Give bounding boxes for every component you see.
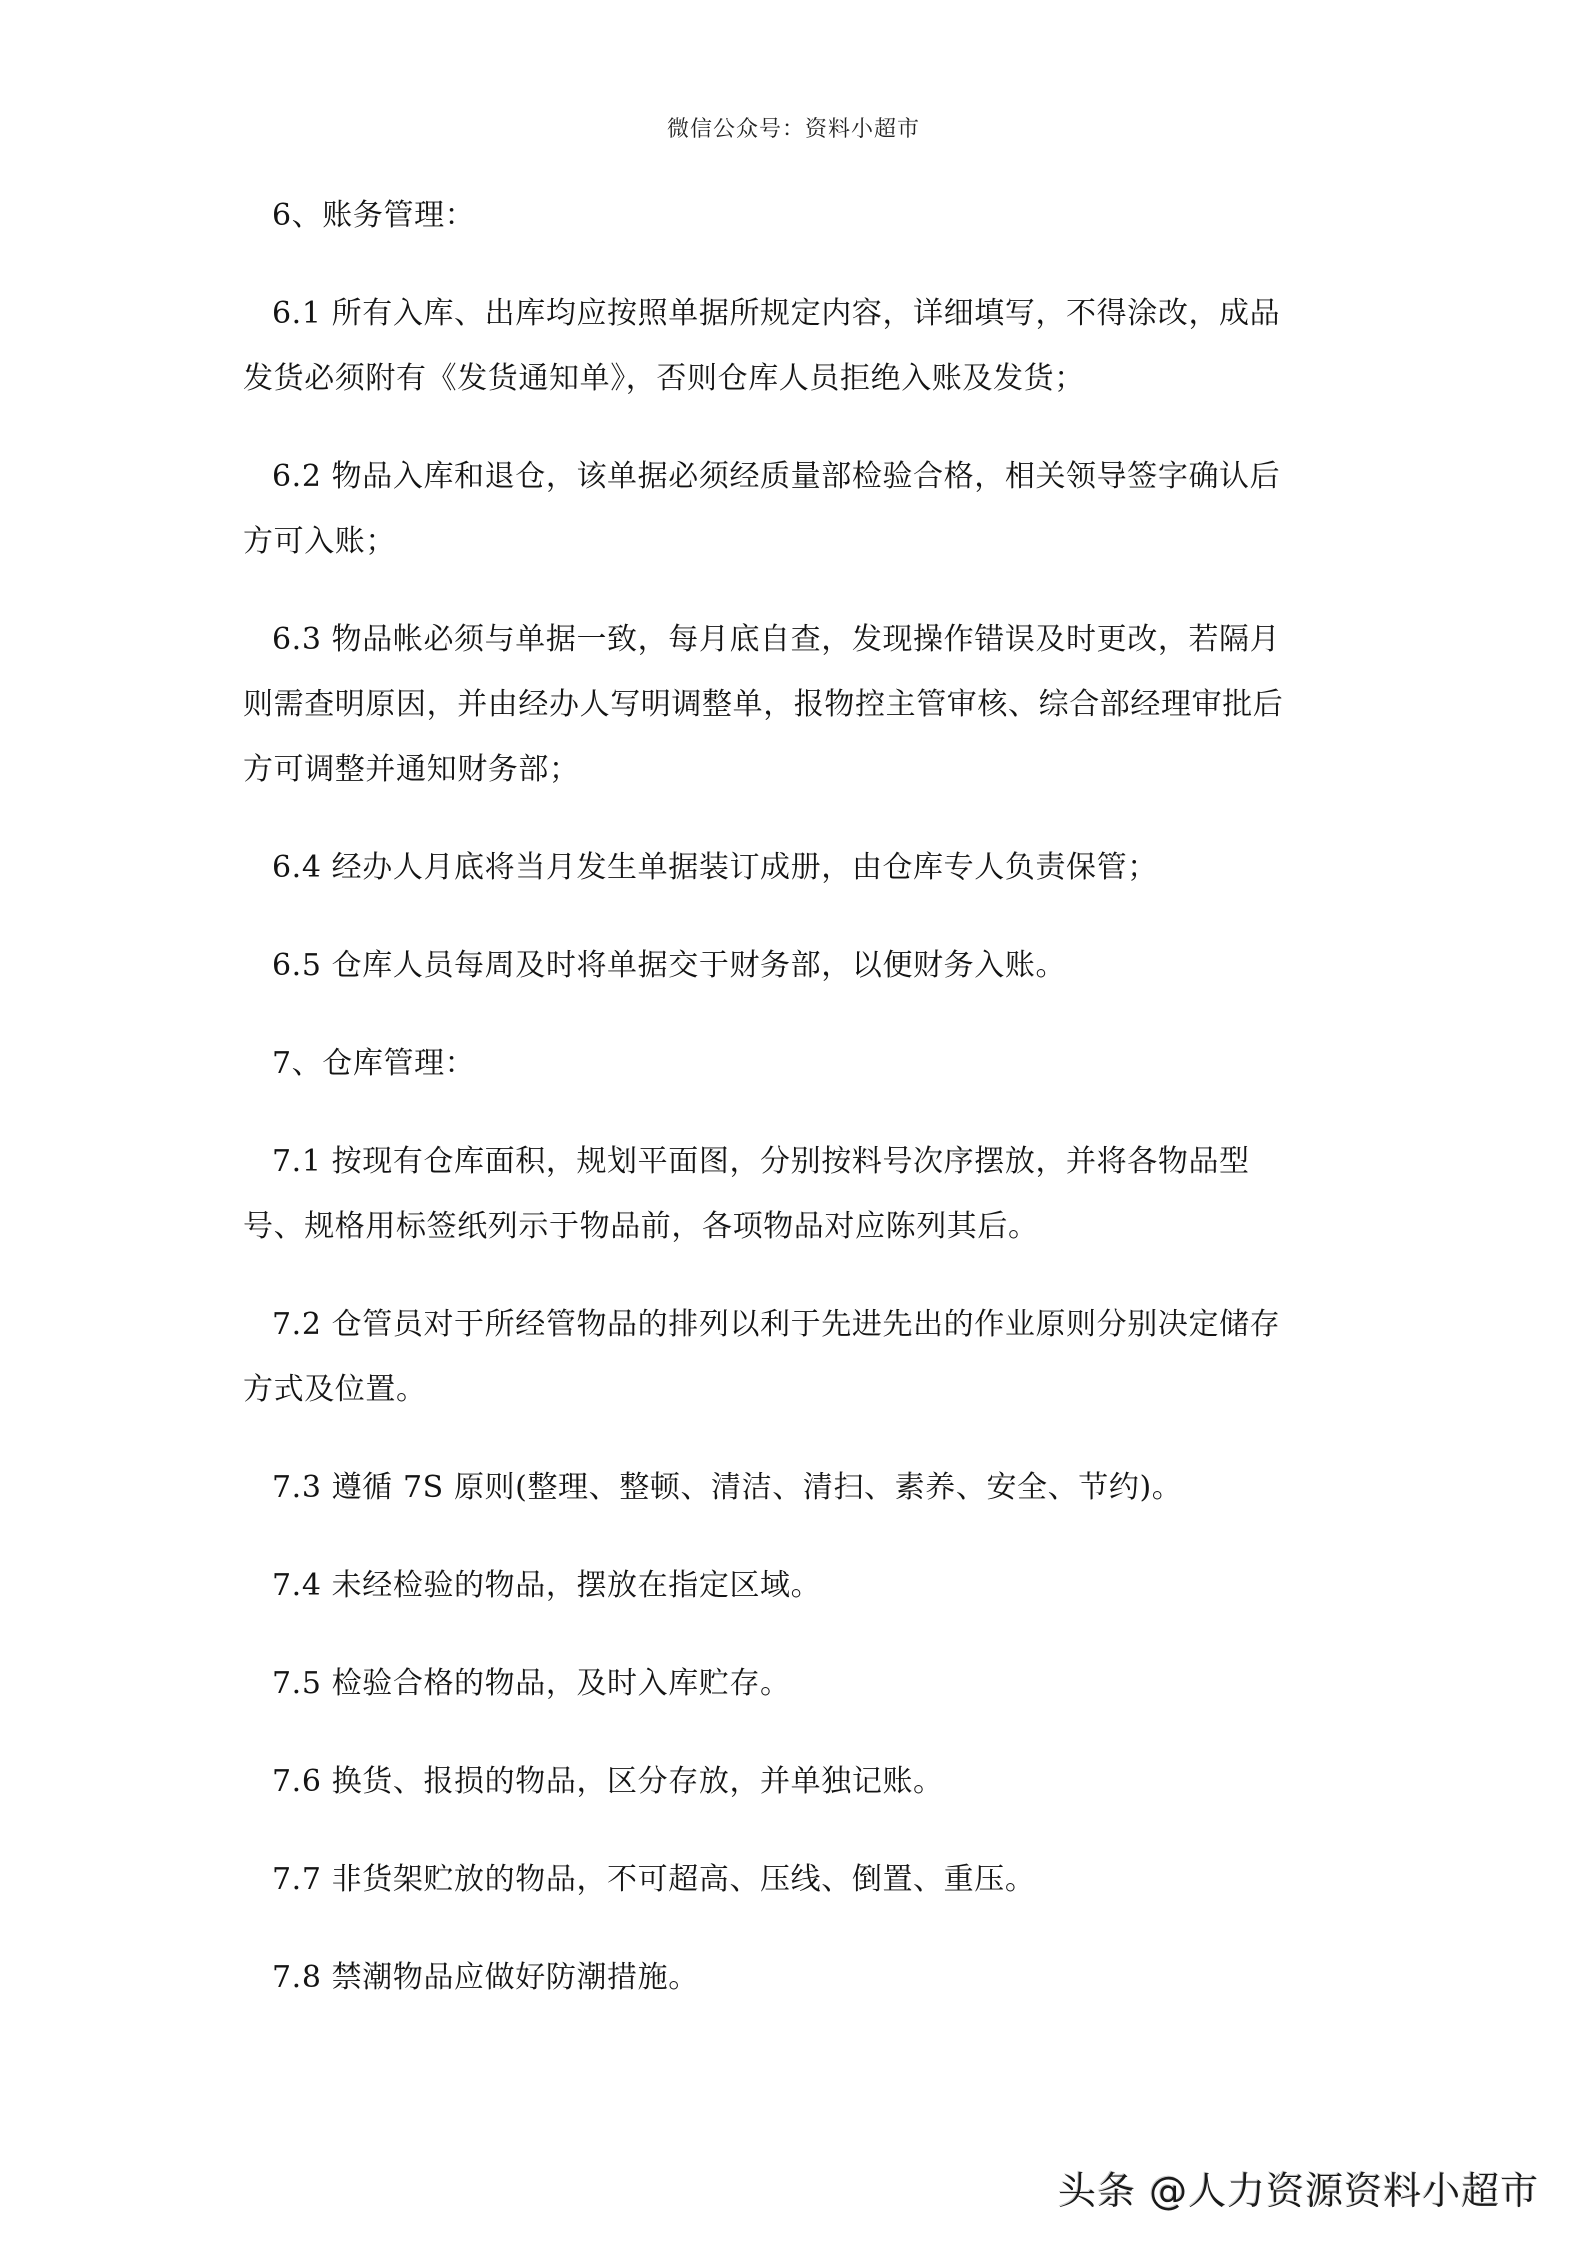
paragraph-line: 方可入账； bbox=[243, 524, 396, 559]
paragraph-line: 7.2 仓管员对于所经管物品的排列以利于先进先出的作业原则分别决定储存 bbox=[272, 1307, 1281, 1342]
paragraph-line: 6.2 物品入库和退仓，该单据必须经质量部检验合格，相关领导签字确认后 bbox=[272, 459, 1281, 494]
paragraph-line: 7.5 检验合格的物品，及时入库贮存。 bbox=[272, 1666, 791, 1701]
paragraph-line: 7.8 禁潮物品应做好防潮措施。 bbox=[272, 1960, 699, 1995]
paragraph-line: 6.4 经办人月底将当月发生单据装订成册，由仓库专人负责保管； bbox=[272, 850, 1158, 885]
paragraph-line: 号、规格用标签纸列示于物品前，各项物品对应陈列其后。 bbox=[243, 1209, 1039, 1244]
paragraph-line: 6.3 物品帐必须与单据一致，每月底自查，发现操作错误及时更改，若隔月 bbox=[272, 622, 1281, 657]
paragraph-line: 6.1 所有入库、出库均应按照单据所规定内容，详细填写，不得涂改，成品 bbox=[272, 296, 1281, 331]
paragraph-line: 7.4 未经检验的物品，摆放在指定区域。 bbox=[272, 1568, 822, 1603]
paragraph-line: 则需查明原因，并由经办人写明调整单，报物控主管审核、综合部经理审批后 bbox=[243, 687, 1284, 722]
paragraph-line: 方可调整并通知财务部； bbox=[243, 752, 580, 787]
paragraph-line: 7.3 遵循 7S 原则(整理、整顿、清洁、清扫、素养、安全、节约)。 bbox=[272, 1470, 1183, 1505]
paragraph-line: 7.1 按现有仓库面积，规划平面图，分别按料号次序摆放，并将各物品型 bbox=[272, 1144, 1250, 1179]
page-header: 微信公众号：资料小超市 bbox=[666, 117, 920, 142]
paragraph-line: 方式及位置。 bbox=[243, 1372, 427, 1407]
paragraph-line: 6.5 仓库人员每周及时将单据交于财务部，以便财务入账。 bbox=[272, 948, 1067, 983]
paragraph-line: 7.6 换货、报损的物品，区分存放，并单独记账。 bbox=[272, 1764, 944, 1799]
paragraph-line: 7.7 非货架贮放的物品，不可超高、压线、倒置、重压。 bbox=[272, 1862, 1036, 1897]
section-heading: 7、仓库管理： bbox=[272, 1046, 476, 1081]
paragraph-line: 发货必须附有《发货通知单》，否则仓库人员拒绝入账及发货； bbox=[243, 361, 1085, 396]
watermark: 头条 @人力资源资料小超市 bbox=[1058, 2169, 1540, 2213]
section-heading: 6、账务管理： bbox=[272, 198, 476, 233]
